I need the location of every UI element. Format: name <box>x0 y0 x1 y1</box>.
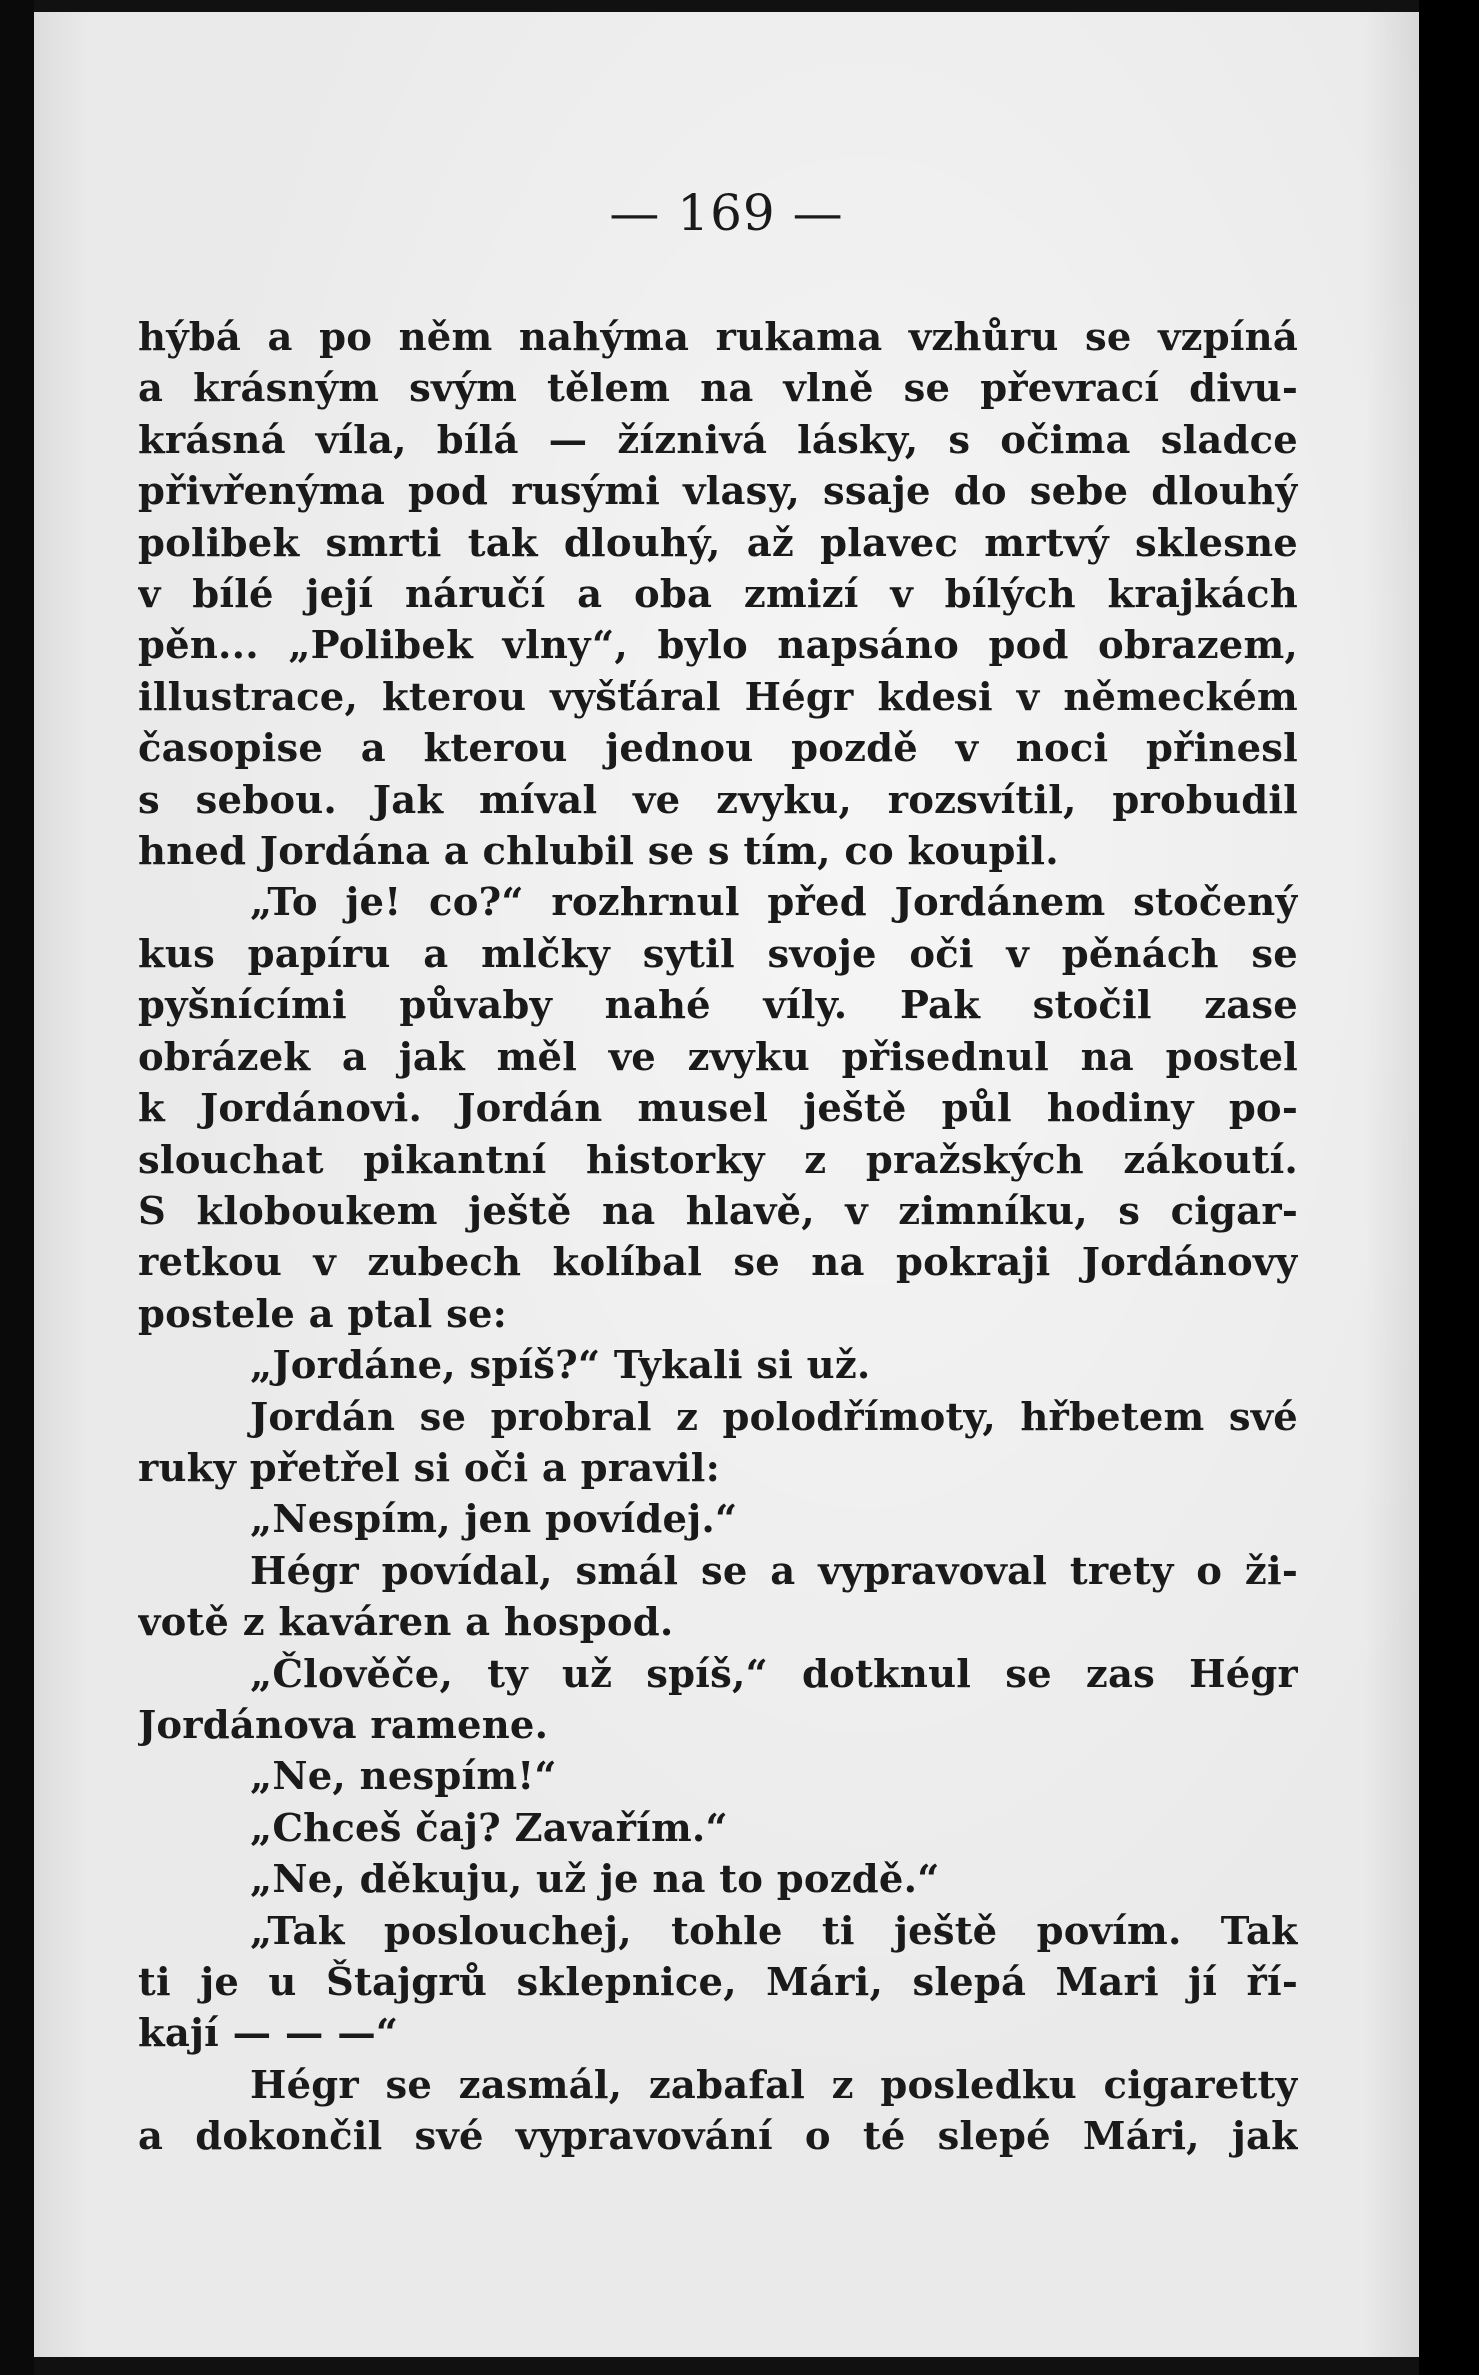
text-line: ti je u Štajgrů sklepnice, Mári, slepá Mari jí ří- <box>138 1960 1298 2005</box>
text-line: „Ne, nespím!“ <box>250 1754 557 1800</box>
scan-left-edge <box>0 0 34 2375</box>
text-line: postele a ptal se: <box>138 1291 508 1337</box>
text-line: obrázek a jak měl ve zvyku přisednul na postel <box>138 1034 1298 1080</box>
text-line: v bílé její náručí a oba zmizí v bílých krajkách <box>138 572 1298 618</box>
text-line: „Nespím, jen povídej.“ <box>250 1497 738 1543</box>
text-line: hned Jordána a chlubil se s tím, co koupil. <box>138 829 1059 875</box>
text-line: ruky přetřel si oči a pravil: <box>138 1445 721 1491</box>
text-line: „Člověče, ty už spíš,“ dotknul se zas Hégr <box>250 1651 1298 1697</box>
text-line: Hégr se zasmál, zabafal z posledku cigaretty <box>250 2062 1298 2108</box>
text-line: Jordánova ramene. <box>138 1702 549 1748</box>
text-line: „Jordáne, spíš?“ Tykali si už. <box>250 1343 871 1389</box>
text-line: a dokončil své vypravování o té slepé Mári, jak <box>138 2114 1298 2160</box>
text-line: Jordán se probral z polodřímoty, hřbetem své <box>250 1394 1298 1440</box>
text-line: retkou v zubech kolíbal se na pokraji Jordánovy <box>138 1240 1298 1286</box>
scan-right-edge <box>1419 0 1479 2375</box>
page-number: — 169 — <box>609 184 844 242</box>
text-line: a krásným svým tělem na vlně se převrací divu- <box>138 366 1298 412</box>
text-line: časopise a kterou jednou pozdě v noci přinesl <box>138 726 1298 772</box>
text-line: votě z kaváren a hospod. <box>138 1600 674 1646</box>
text-line: Hégr povídal, smál se a vypravoval trety o ži- <box>250 1548 1298 1594</box>
text-line: „Chceš čaj? Zavařím.“ <box>250 1805 728 1851</box>
text-line: illustrace, kterou vyšťáral Hégr kdesi v německém <box>138 674 1298 720</box>
text-line: krásná víla, bílá — žíznivá lásky, s očima sladce <box>138 417 1298 463</box>
text-line: s sebou. Jak míval ve zvyku, rozsvítil, probudil <box>138 777 1298 823</box>
text-line: k Jordánovi. Jordán musel ještě půl hodiny po- <box>138 1086 1298 1132</box>
text-line: „To je! co?“ rozhrnul před Jordánem stočený <box>250 880 1298 926</box>
text-line: pěn... „Polibek vlny“, bylo napsáno pod obrazem, <box>138 623 1298 669</box>
body-text <box>138 312 1298 2163</box>
text-line: přivřenýma pod rusými vlasy, ssaje do sebe dlouhý <box>138 469 1298 515</box>
text-line: „Tak poslouchej, tohle ti ještě povím. Tak <box>250 1908 1298 1954</box>
text-line: „Ne, děkuju, už je na to pozdě.“ <box>250 1857 940 1903</box>
text-line: kají — — —“ <box>138 2011 399 2057</box>
text-line: kus papíru a mlčky sytil svoje oči v pěnách se <box>138 931 1298 977</box>
text-line: slouchat pikantní historky z pražských zákoutí. <box>138 1137 1298 1183</box>
text-line: S kloboukem ještě na hlavě, v zimníku, s cigar- <box>138 1188 1298 1234</box>
text-line: polibek smrti tak dlouhý, až plavec mrtvý sklesne <box>138 520 1298 566</box>
text-line: hýbá a po něm nahýma rukama vzhůru se vzpíná <box>138 315 1298 360</box>
text-line: pyšnícími půvaby nahé víly. Pak stočil zase <box>138 983 1298 1029</box>
book-page <box>34 12 1419 2357</box>
